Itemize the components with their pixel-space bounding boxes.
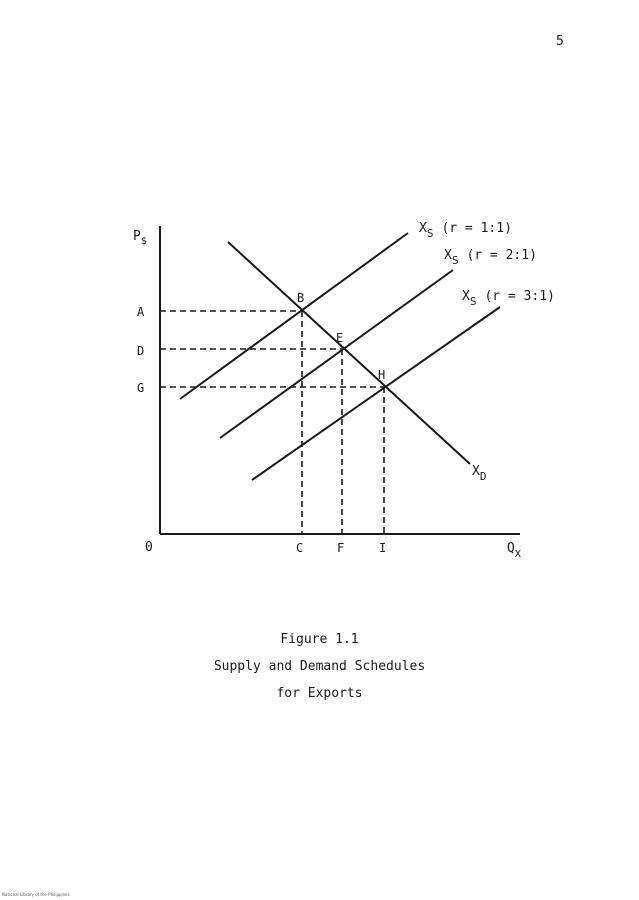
demand-label: $X_D$ <box>472 464 487 483</box>
caption-figure-number: Figure 1.1 <box>280 632 359 647</box>
caption-subtitle: for Exports <box>276 686 363 701</box>
quantity-label-c: C <box>296 541 304 555</box>
price-label-a: A <box>137 305 145 319</box>
y-axis-label: $P_{\$}$ <box>133 229 147 247</box>
point-label-e: E <box>336 331 344 345</box>
supply-curve-1 <box>180 233 408 399</box>
page-number: 5 <box>556 34 564 49</box>
point-label-h: H <box>378 368 386 382</box>
price-label-d: D <box>137 344 145 358</box>
supply-curve-3 <box>252 307 500 480</box>
quantity-label-i: I <box>379 541 387 555</box>
price-label-g: G <box>137 381 145 395</box>
point-label-b: B <box>297 291 305 305</box>
x-axis-label: $Q_X$ <box>507 541 521 560</box>
origin-label: 0 <box>145 540 153 555</box>
supply-label-2: $X_S$ (r = 2:1) <box>444 248 537 267</box>
supply-label-3: $X_S$ (r = 3:1) <box>462 289 555 308</box>
quantity-label-f: F <box>337 541 345 555</box>
supply-label-1: $X_S$ (r = 1:1) <box>419 221 512 240</box>
footer-note: National Library of the Philippines <box>2 892 70 897</box>
caption-title: Supply and Demand Schedules <box>213 659 426 674</box>
supply-curve-2 <box>220 270 453 438</box>
